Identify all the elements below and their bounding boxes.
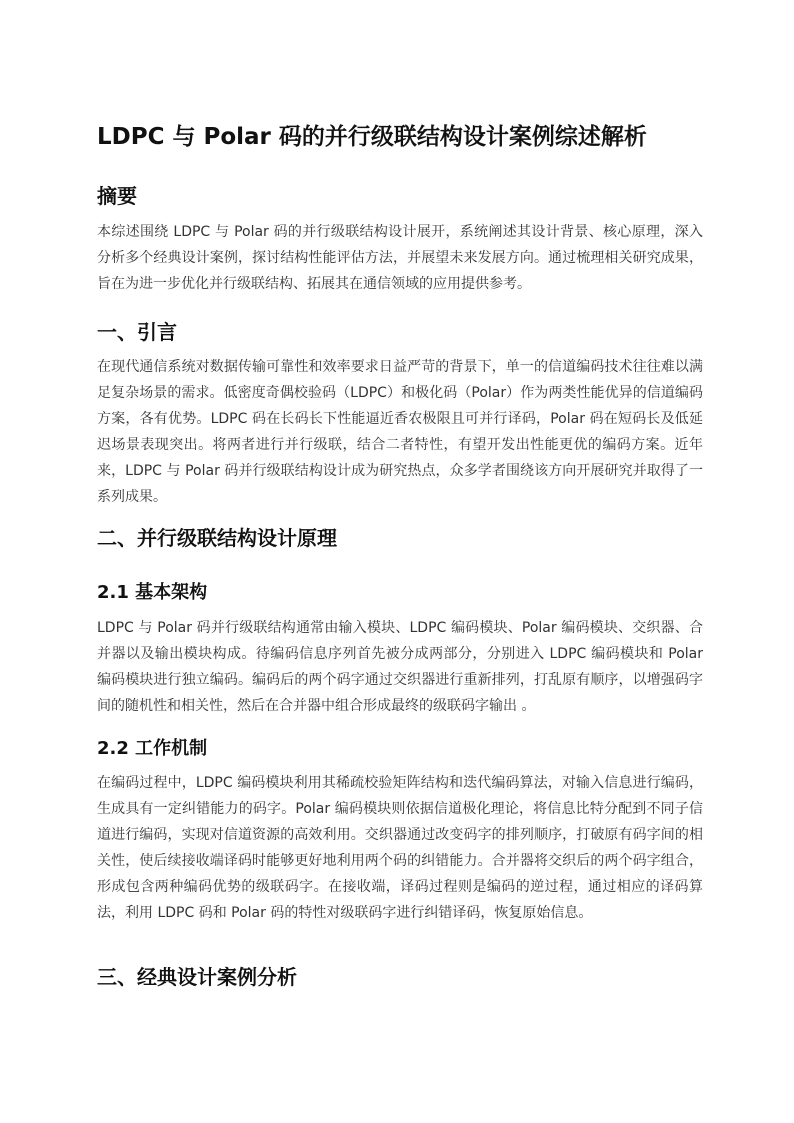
document-title: LDPC 与 Polar 码的并行级联结构设计案例综述解析 <box>97 124 647 150</box>
architecture-heading: 2.1 基本架构 <box>97 582 208 603</box>
principle-heading: 二、并行级联结构设计原理 <box>97 526 337 550</box>
intro-paragraph: 在现代通信系统对数据传输可靠性和效率要求日益严苛的背景下，单一的信道编码技术往往难以满足复杂场景的需求。低密度奇偶校验码（LDPC）和极化码（Polar）作为两类性能优异的信道编码方案，各有优势。LDPC 码在长码长下性能逼近香农极限且可并行译码，Polar 码在短码长及低延迟场景表现突出。将两者进行并行级联，结合二者特性，有望开发出性能更优的编码方案。近年来，LDPC 与 Polar 码并行级联结构设计成为研究热点，众多学者围绕该方向开展研究并取得了一系列成果。 <box>97 359 703 505</box>
cases-heading: 三、经典设计案例分析 <box>97 965 297 989</box>
mechanism-heading: 2.2 工作机制 <box>97 738 208 759</box>
intro-heading: 一、引言 <box>97 320 177 344</box>
abstract-heading: 摘要 <box>97 184 137 208</box>
abstract-paragraph: 本综述围绕 LDPC 与 Polar 码的并行级联结构设计展开，系统阐述其设计背景、核心原理，深入分析多个经典设计案例，探讨结构性能评估方法，并展望未来发展方向。通过梳理相关研究成果，旨在为进一步优化并行级联结构、拓展其在通信领域的应用提供参考。 <box>97 224 703 292</box>
mechanism-paragraph: 在编码过程中，LDPC 编码模块利用其稀疏校验矩阵结构和迭代编码算法，对输入信息进行编码，生成具有一定纠错能力的码字。Polar 编码模块则依据信道极化理论，将信息比特分配到不同子信道进行编码，实现对信道资源的高效利用。交织器通过改变码字的排列顺序，打破原有码字间的相关性，使后续接收端译码时能够更好地利用两个码的纠错能力。合并器将交织后的两个码字组合，形成包含两种编码优势的级联码字。在接收端，译码过程则是编码的逆过程，通过相应的译码算法，利用 LDPC 码和 Polar 码的特性对级联码字进行纠错译码，恢复原始信息。 <box>97 775 703 921</box>
architecture-paragraph: LDPC 与 Polar 码并行级联结构通常由输入模块、LDPC 编码模块、Polar 编码模块、交织器、合并器以及输出模块构成。待编码信息序列首先被分成两部分，分别进入 LDPC 编码模块和 Polar 编码模块进行独立编码。编码后的两个码字通过交织器进行重新排列，打乱原有顺序，以增强码字间的随机性和相关性，然后在合并器中组合形成最终的级联码字输出 。 <box>97 620 703 714</box>
